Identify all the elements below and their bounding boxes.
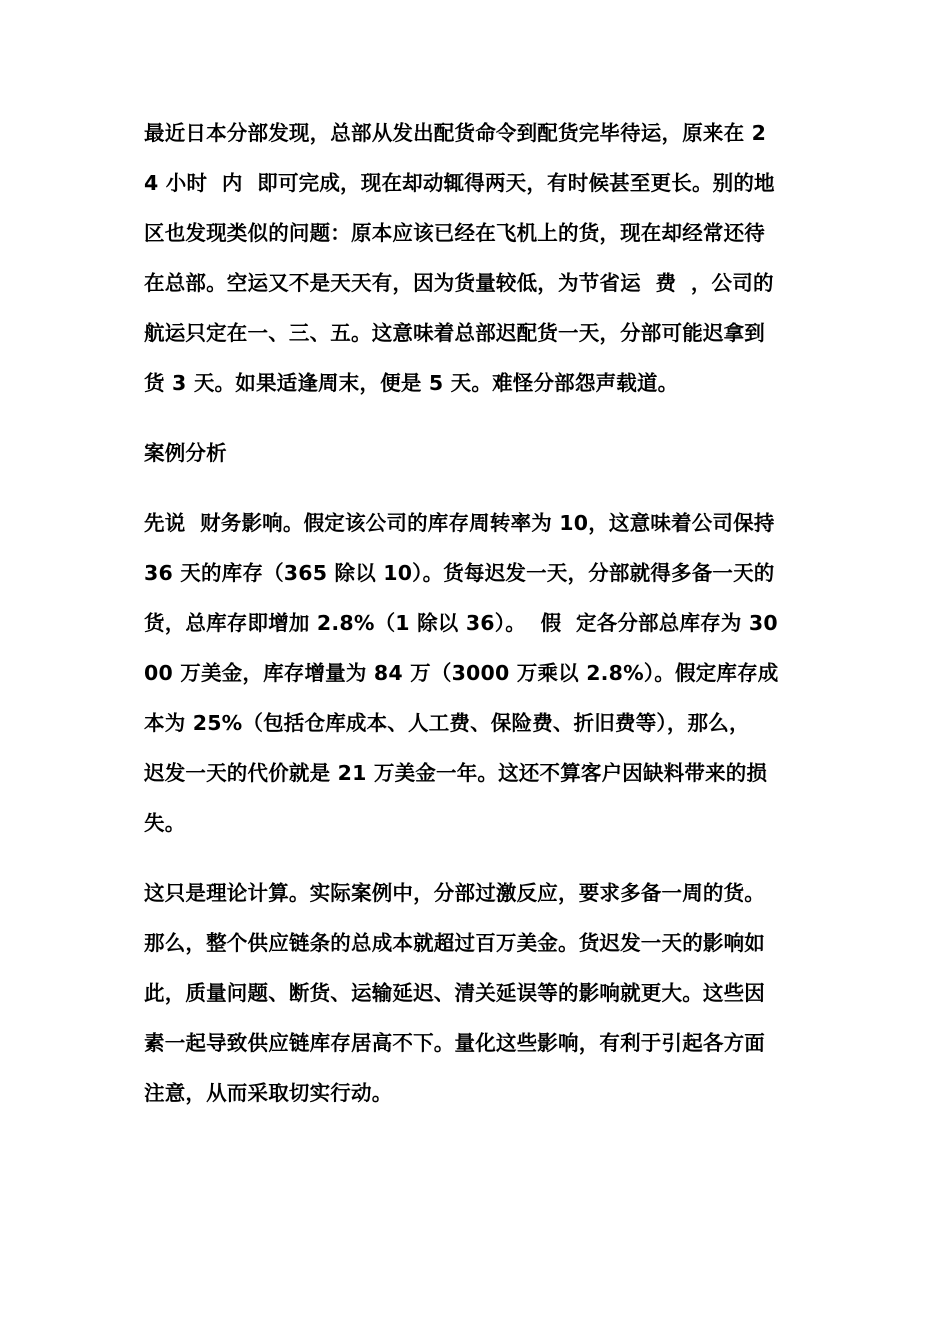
paragraph-financial-impact xyxy=(144,498,809,848)
text-line: 这只是理论计算。实际案例中，分部过激反应，要求多备一周的货。 xyxy=(144,881,765,905)
section-heading xyxy=(144,428,809,478)
paragraph-spacer xyxy=(144,478,809,498)
text-line: 本为 25%（包括仓库成本、人工费、保险费、折旧费等），那么， xyxy=(144,711,750,735)
text-line: 那么，整个供应链条的总成本就超过百万美金。货迟发一天的影响如 xyxy=(144,931,765,955)
paragraph-conclusion xyxy=(144,868,809,1118)
text-line: 迟发一天的代价就是 21 万美金一年。这还不算客户因缺料带来的损 xyxy=(144,761,768,785)
text-line: 先说 财务影响。假定该公司的库存周转率为 10，这意味着公司保持 xyxy=(144,511,775,535)
text-line: 00 万美金，库存增量为 84 万（3000 万乘以 2.8%）。假定库存成 xyxy=(144,661,779,685)
text-line: 区也发现类似的问题：原本应该已经在飞机上的货，现在却经常还待 xyxy=(144,221,765,245)
heading-text: 案例分析 xyxy=(144,441,227,465)
text-line: 在总部。空运又不是天天有，因为货量较低，为节省运 费 ，公司的 xyxy=(144,271,774,295)
text-line: 航运只定在一、三、五。这意味着总部迟配货一天，分部可能迟拿到 xyxy=(144,321,765,345)
text-line: 最近日本分部发现，总部从发出配货命令到配货完毕待运，原来在 2 xyxy=(144,121,767,145)
paragraph-spacer xyxy=(144,408,809,428)
text-line: 素一起导致供应链库存居高不下。量化这些影响，有利于引起各方面 xyxy=(144,1031,765,1055)
text-line: 注意，从而采取切实行动。 xyxy=(144,1081,393,1105)
document-page xyxy=(144,108,809,1118)
text-line: 4 小时 内 即可完成，现在却动辄得两天，有时候甚至更长。别的地 xyxy=(144,171,775,195)
text-line: 此，质量问题、断货、运输延迟、清关延误等的影响就更大。这些因 xyxy=(144,981,765,1005)
text-line: 失。 xyxy=(144,811,186,835)
text-line: 货，总库存即增加 2.8%（1 除以 36）。 假 定各分部总库存为 30 xyxy=(144,611,778,635)
text-line: 货 3 天。如果适逢周末，便是 5 天。难怪分部怨声载道。 xyxy=(144,371,679,395)
paragraph-intro xyxy=(144,108,809,408)
paragraph-spacer xyxy=(144,848,809,868)
text-line: 36 天的库存（365 除以 10）。货每迟发一天，分部就得多备一天的 xyxy=(144,561,775,585)
